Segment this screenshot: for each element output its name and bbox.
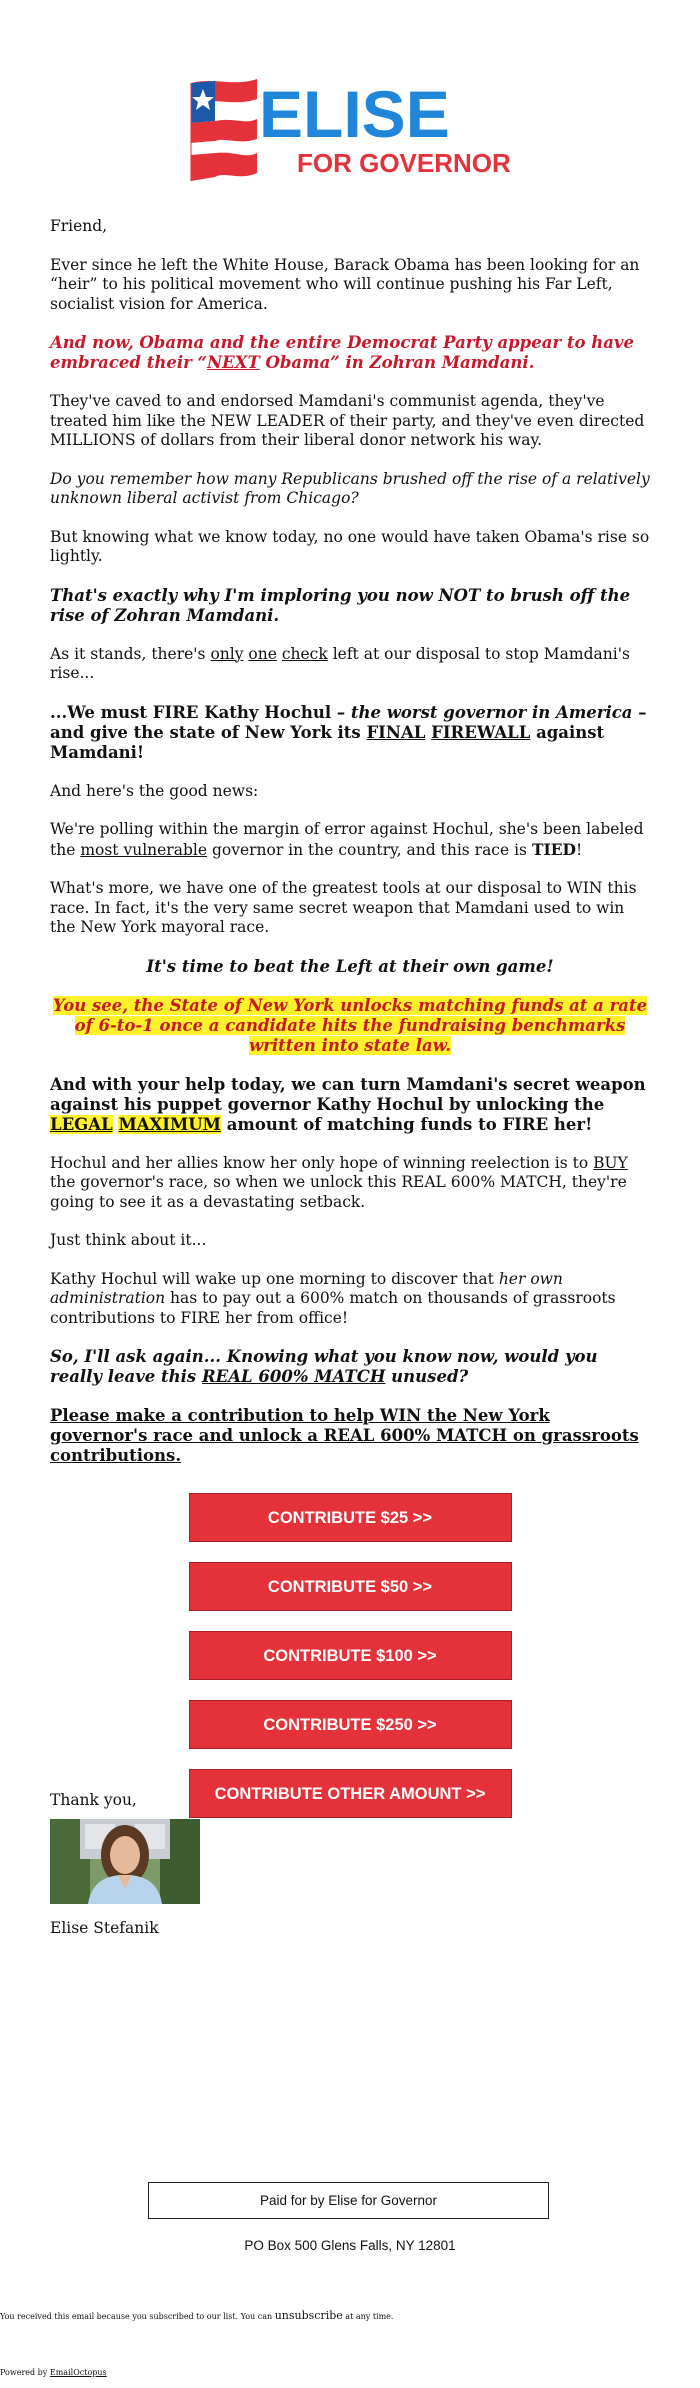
unsub-text-b: at any time. — [342, 2312, 394, 2321]
paragraph-1: Ever since he left the White House, Barack Obama has been looking for an “heir” to his political movement who will continue pushing his Far Left, socialist vision for America. — [50, 255, 640, 313]
p7-underlined-2: one — [248, 644, 277, 663]
unsubscribe-link[interactable]: unsubscribe — [274, 2309, 343, 2322]
p14-underlined-2: MAXIMUM — [118, 1114, 221, 1134]
candidate-photo — [50, 1819, 200, 1904]
p10-text-b: governor in the country, and this race is — [207, 840, 532, 859]
email-body — [50, 217, 650, 1838]
paragraph-9: And here's the good news: — [50, 781, 259, 800]
p15-text-b: the governor's race, so when we unlock this REAL 600% MATCH, they're going to see it as a devastating setback. — [50, 1173, 627, 1211]
p2-text-a: And now, Obama and the entire Democrat Party appear to have embraced their “ — [50, 333, 634, 372]
p7-text-a: As it stands, there's — [50, 644, 211, 663]
paragraph-16: Just think about it... — [50, 1231, 207, 1249]
paragraph-6: That's exactly why I'm imploring you now NOT to brush off the rise of Zohran Mamdani. — [50, 585, 631, 625]
p8-italic: the worst governor in America — [350, 702, 633, 722]
contribute-buttons — [50, 1493, 650, 1818]
powered-text: Powered by — [0, 2368, 50, 2377]
p17-italic: her own administration — [50, 1269, 563, 1307]
closing: Thank you, — [50, 1791, 137, 1809]
unsubscribe-notice — [0, 2309, 393, 2322]
unsub-text-a: You received this email because you subscribed to our list. You can — [0, 2312, 275, 2321]
greeting: Friend, — [50, 217, 108, 235]
elise-for-governor-logo[interactable] — [185, 77, 515, 192]
p10-bold: TIED — [531, 839, 576, 859]
p18-underlined: REAL 600% MATCH — [201, 1367, 386, 1386]
contribute-other-amount-button[interactable]: CONTRIBUTE OTHER AMOUNT >> — [189, 1769, 512, 1818]
p18-text-b: unused? — [385, 1367, 469, 1386]
p8-text-a: ...We must FIRE Kathy Hochul – — [50, 702, 351, 722]
contribute-25-button[interactable]: CONTRIBUTE $25 >> — [189, 1493, 512, 1542]
paragraph-14 — [50, 1075, 650, 1135]
paragraph-3: They've caved to and endorsed Mamdani's communist agenda, they've treated him like the NEW LEADER of their party, and they've even directed MILLIONS of dollars from their liberal donor network his way. — [50, 392, 645, 449]
p8-text-c: against Mamdani! — [50, 722, 605, 762]
paragraph-4: Do you remember how many Republicans brushed off the rise of a relatively unknown liberal activist from Chicago? — [50, 469, 650, 507]
p7-underlined-1: only — [210, 644, 244, 663]
emailoctopus-link[interactable]: EmailOctopus — [49, 2368, 107, 2377]
p18-text-a: So, I'll ask again... Knowing what you know now, would you really leave this — [50, 1347, 598, 1386]
p2-text-b: Obama” in Zohran Mamdani. — [259, 353, 535, 372]
p10-underlined: most vulnerable — [80, 840, 208, 859]
paragraph-10 — [50, 820, 650, 860]
paragraph-19-cta-link[interactable]: Please make a contribution to help WIN the New York governor's race and unlock a REAL 600% MATCH on grassroots contributions. — [50, 1406, 639, 1465]
p10-text-c: ! — [575, 840, 583, 859]
p15-underlined: BUY — [593, 1153, 628, 1172]
p2-underlined: NEXT — [207, 353, 260, 372]
mailing-address: PO Box 500 Glens Falls, NY 12801 — [244, 2238, 456, 2253]
logo-sub-text: FOR GOVERNOR — [297, 148, 511, 178]
p14-text-a: And with your help today, we can turn Mamdani's secret weapon against his puppet governor Kathy Hochul by unlocking the — [50, 1074, 646, 1114]
p8-text-b: – and give the state of New York its — [50, 702, 647, 742]
signature-name: Elise Stefanik — [50, 1919, 159, 1937]
p13-highlighted: You see, the State of New York unlocks matching funds at a rate of 6-to-1 once a candidate hits the fundraising benchmarks written into state law. — [52, 995, 648, 1055]
paragraph-18 — [50, 1347, 650, 1387]
contribute-250-button[interactable]: CONTRIBUTE $250 >> — [189, 1700, 512, 1749]
paragraph-8 — [50, 703, 650, 763]
p14-underlined-1: LEGAL — [50, 1114, 113, 1134]
paragraph-15 — [50, 1154, 650, 1213]
p14-text-b: amount of matching funds to FIRE her! — [220, 1114, 593, 1134]
paid-for-disclaimer: Paid for by Elise for Governor — [148, 2182, 549, 2219]
p7-text-b: left at our disposal to stop Mamdani's rise... — [50, 644, 630, 682]
paragraph-13 — [50, 996, 650, 1056]
paragraph-7 — [50, 645, 650, 684]
p7-underlined-3: check — [281, 644, 328, 663]
paragraph-2 — [50, 333, 650, 373]
p8-underlined-2: FIREWALL — [431, 722, 531, 742]
p17-text-a: Kathy Hochul will wake up one morning to discover that — [50, 1269, 499, 1288]
p17-text-b: has to pay out a 600% match on thousands of grassroots contributions to FIRE her from office! — [50, 1289, 616, 1327]
flag-e-icon — [191, 79, 257, 181]
paragraph-12: It's time to beat the Left at their own game! — [146, 956, 554, 976]
paragraph-5: But knowing what we know today, no one would have taken Obama's rise so lightly. — [50, 527, 650, 565]
contribute-100-button[interactable]: CONTRIBUTE $100 >> — [189, 1631, 512, 1680]
paragraph-17 — [50, 1270, 650, 1329]
p10-text-a: We're polling within the margin of error against Hochul, she's been labeled the — [50, 820, 644, 859]
powered-by — [0, 2368, 107, 2377]
p8-underlined-1: FINAL — [366, 722, 426, 742]
p15-text-a: Hochul and her allies know her only hope of winning reelection is to — [50, 1153, 594, 1172]
paragraph-11: What's more, we have one of the greatest tools at our disposal to WIN this race. In fact, it's the very same secret weapon that Mamdani used to win the New York mayoral race. — [50, 879, 637, 936]
logo-name-text: ELISE — [259, 77, 450, 151]
contribute-50-button[interactable]: CONTRIBUTE $50 >> — [189, 1562, 512, 1611]
